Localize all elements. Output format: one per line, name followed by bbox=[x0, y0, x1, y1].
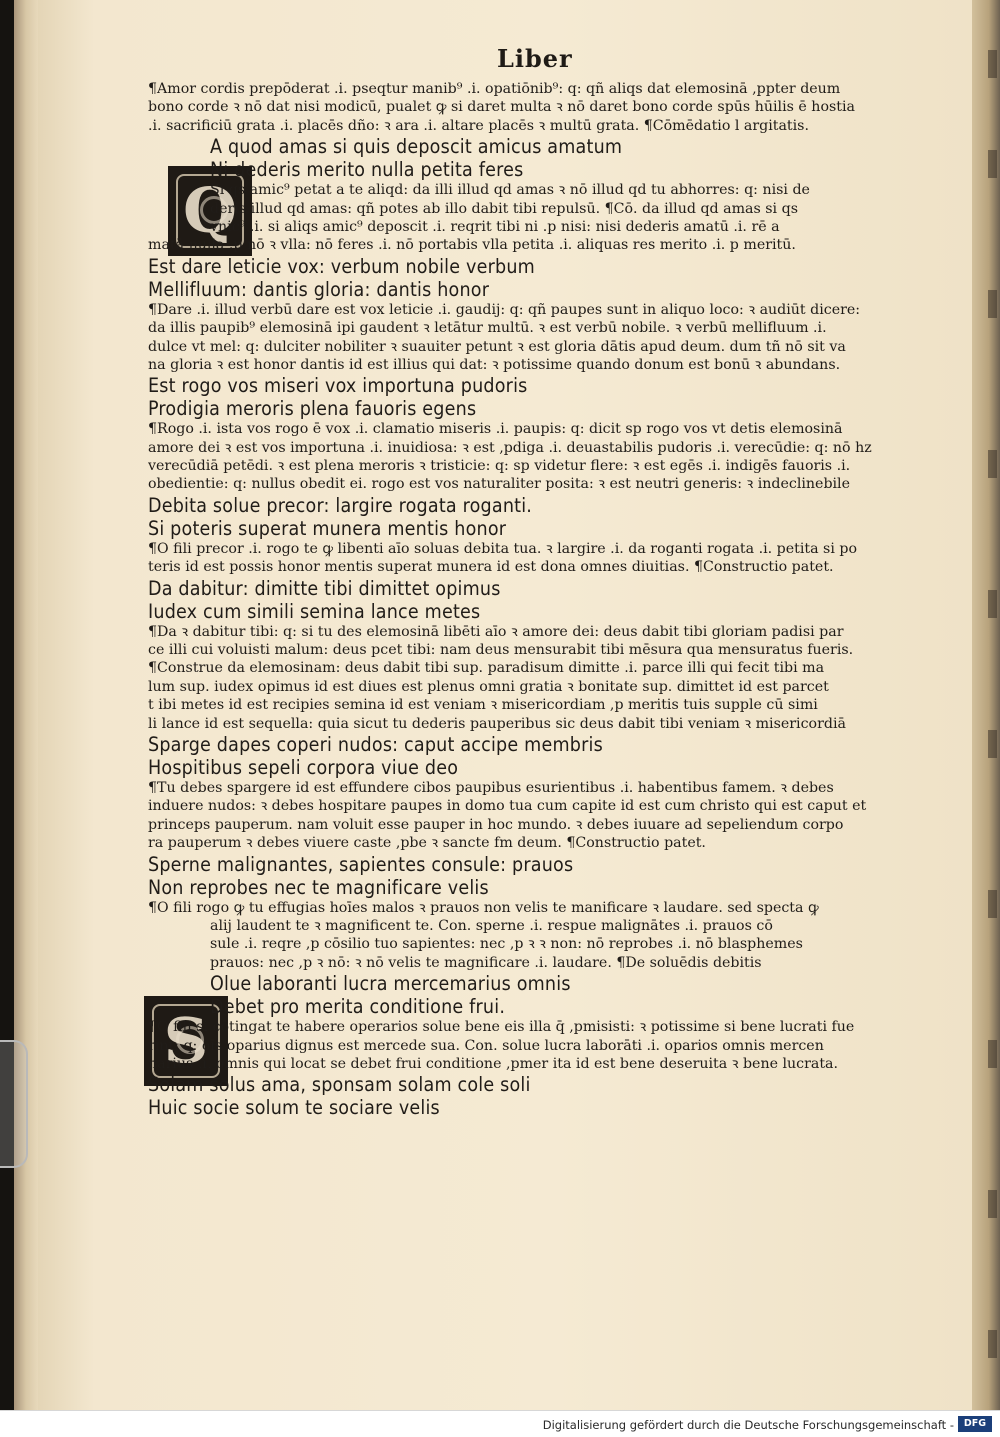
decorated-initial-s: S bbox=[144, 996, 228, 1086]
verse-line: Debita solue precor: largire rogata roganti. bbox=[148, 493, 533, 517]
commentary-line: da illis paupib⁹ elemosinā ipi gaudent ꝛ letātur multū. ꝛ est verbū nobile. ꝛ verbū mellifluum .i. bbox=[148, 320, 827, 337]
commentary-line: prauos: nec ,p ꝛ nō: ꝛ nō velis te magnificare .i. laudare. ¶De soluēdis debitis bbox=[210, 954, 762, 971]
verse-line: Iudex cum simili semina lance metes bbox=[148, 599, 481, 623]
page-clip bbox=[0, 1040, 28, 1168]
commentary-line: alij laudent te ꝛ magnificent te. Con. sperne .i. respue malignātes .i. prauos cō bbox=[210, 917, 773, 934]
commentary-line: narius .i. omnis qui locat se debet frui conditione ,pmer ita id est bene deseruita ꝛ bene lucrata. bbox=[148, 1055, 839, 1072]
verse-line: Prodigia meroris plena fauoris egens bbox=[148, 397, 477, 421]
commentary-line: deris illud qd amas: qñ potes ab illo dabit tibi repulsū. ¶Cō. da illud qd amas si qs bbox=[210, 200, 798, 217]
verse-line: Sperne malignantes, sapientes consule: prauos bbox=[148, 852, 574, 876]
running-head: Liber bbox=[497, 44, 573, 73]
verse-line: Huic socie solum te sociare velis bbox=[148, 1096, 440, 1120]
verse-line: Non reprobes nec te magnificare velis bbox=[148, 875, 489, 899]
commentary-line: ¶Da ꝛ dabitur tibi: q: si tu des elemosinā libēti aīo ꝛ amore dei: deus dabit tibi gloriam padisi par bbox=[148, 623, 844, 640]
commentary-line: ra pauperum ꝛ debes viuere caste ,pbe ꝛ sancte fm deum. ¶Constructio patet. bbox=[148, 835, 706, 852]
verse-line: Da dabitur: dimitte tibi dimittet opimus bbox=[148, 576, 501, 600]
commentary-line: bono corde ꝛ nō dat nisi modicū, pualet ꝙ si daret multa ꝛ nō daret bono corde spūs hūilis ē hostia bbox=[148, 99, 855, 116]
commentary-line: li lance id est sequella: quia sicut tu dederis pauperibus sic deus dabit tibi veniam ꝛ misericordiā bbox=[148, 715, 846, 732]
verse-line: Debet pro merita conditione frui. bbox=[210, 995, 506, 1019]
commentary-line: ¶Tu debes spargere id est effundere cibos paupibus esurientibus .i. habentibus famem. ꝛ debes bbox=[148, 779, 834, 796]
commentary-line: matā nulla .p nō ꝛ vlla: nō feres .i. nō portabis vlla petita .i. aliquas res merito .i. p meritū. bbox=[148, 237, 796, 254]
commentary-line: ce illi cui voluisti malum: deus pcet tibi: nam deus mensurabit tibi mēsura qua mensuratus fueris. bbox=[148, 642, 854, 659]
commentary-line: na gloria ꝛ est honor dantis id est illius qui dat: ꝛ potissime quando donum est bonū ꝛ abundans. bbox=[148, 356, 841, 373]
commentary-line: princeps pauperum. nam voluit esse pauper in hoc mundo. ꝛ debes iuuare ad sepeliendum corpo bbox=[148, 816, 844, 833]
commentary-line: rint: q: oīs oparius dignus est mercede sua. Con. solue lucra laborāti .i. oparios omnis mercen bbox=[148, 1037, 824, 1054]
commentary-line: .i. sacrificiū grata .i. placēs dño: ꝛ ara .i. altare placēs ꝛ multū grata. ¶Cōmēdatio l argitatis. bbox=[148, 117, 809, 134]
commentary-line: Si qs amic⁹ petat a te aliqd: da illi illud qd amas ꝛ nō illud qd tu abhorres: q: nisi de bbox=[210, 182, 810, 199]
commentary-line: ¶Construe da elemosinam: deus dabit tibi sup. paradisum dimitte .i. parce illi qui fecit tibi ma bbox=[148, 660, 825, 677]
commentary-line: ¶Amor cordis prepōderat .i. pseqtur manib⁹ .i. opatiōnib⁹: q: qñ aliqs dat elemosinā ,ppter deum bbox=[148, 81, 841, 97]
commentary-line: lum sup. iudex opimus id est diues est plenus omni gratia ꝛ bonitate sup. dimittet id est parcet bbox=[148, 678, 829, 695]
commentary-line: verecūdiā petēdi. ꝛ est plena meroris ꝛ tristicie: q: sp videtur flere: ꝛ est egēs .i. indigēs fauoris .i. bbox=[148, 458, 851, 475]
verse-line: Sparge dapes coperi nudos: caput accipe membris bbox=[148, 732, 603, 756]
commentary-line: ¶O fili rogo ꝙ tu effugias hoīes malos ꝛ prauos non velis te manificare ꝛ laudare. sed specta ꝙ bbox=[148, 899, 819, 916]
verse-line: A quod amas si quis deposcit amicus amatum bbox=[210, 135, 623, 159]
verse-line: Est rogo vos miseri vox importuna pudoris bbox=[148, 374, 528, 398]
verse-line: Solam solus ama, sponsam solam cole soli bbox=[148, 1073, 531, 1097]
funding-notice: Digitalisierung gefördert durch die Deutsche Forschungsgemeinschaft - bbox=[542, 1418, 954, 1432]
commentary-line: t ibi metes id est recipies semina id est veniam ꝛ misericordiam ,p meritis tuis supple cū simi bbox=[148, 697, 818, 714]
verse-line: Ni dederis merito nulla petita feres bbox=[210, 158, 524, 182]
verse-line: Olue laboranti lucra mercemarius omnis bbox=[210, 972, 571, 996]
commentary-line: dulce vt mel: q: dulciter nobiliter ꝛ suauiter petunt ꝛ est gloria dātis apud deum. dum tñ nō sit va bbox=[148, 338, 846, 355]
commentary-line: vnic⁹ .i. si aliqs amic⁹ deposcit .i. reqrit tibi ni .p nisi: nisi dederis amatū .i. rē a bbox=[210, 218, 780, 235]
commentary-line: teris id est possis honor mentis superat munera id est dona omnes diuitias. ¶Constructio patet. bbox=[148, 559, 834, 576]
commentary-line: ¶Dare .i. illud verbū dare est vox leticie .i. gaudij: q: qñ paupes sunt in aliquo loco: ꝛ audiūt dicere: bbox=[148, 301, 861, 318]
commentary-line: sule .i. reqre ,p cōsilio tuo sapientes: nec ,p ꝛ ꝛ non: nō reprobes .i. nō blasphemes bbox=[210, 936, 803, 953]
page-text-block bbox=[148, 80, 908, 1119]
verse-line: Si poteris superat munera mentis honor bbox=[148, 516, 507, 540]
dfg-logo: DFG bbox=[958, 1416, 992, 1432]
commentary-line: obedientie: q: nullus obedit ei. rogo est vos naturaliter posita: ꝛ est neutri generis: ꝛ indeclinebile bbox=[148, 476, 850, 493]
commentary-line: ¶O fili si cōtingat te habere operarios solue bene eis illa q̄ ,pmisisti: ꝛ potissime si bene lucrati fue bbox=[148, 1019, 855, 1036]
verse-line: Est dare leticie vox: verbum nobile verbum bbox=[148, 254, 535, 278]
commentary-line: induere nudos: ꝛ debes hospitare paupes in domo tua cum capite id est cum christo qui est caput et bbox=[148, 798, 867, 815]
commentary-line: amore dei ꝛ est vos importuna .i. inuidiosa: ꝛ est ,pdiga .i. deuastabilis pudoris .i. verecūdie: q: nō hz bbox=[148, 439, 872, 456]
footer-bar bbox=[0, 1410, 1000, 1437]
commentary-line: ¶O fili precor .i. rogo te ꝙ libenti aīo soluas debita tua. ꝛ largire .i. da roganti rogata .i. petita si po bbox=[148, 540, 857, 557]
verse-line: Mellifluum: dantis gloria: dantis honor bbox=[148, 277, 490, 301]
decorated-initial-q: Q bbox=[168, 166, 252, 256]
adjacent-page-marks bbox=[986, 30, 1000, 1410]
commentary-line: ¶Rogo .i. ista vos rogo ē vox .i. clamatio miseris .i. paupis: q: dicit sp rogo vos vt detis elemosinā bbox=[148, 421, 843, 438]
verse-line: Hospitibus sepeli corpora viue deo bbox=[148, 755, 459, 779]
